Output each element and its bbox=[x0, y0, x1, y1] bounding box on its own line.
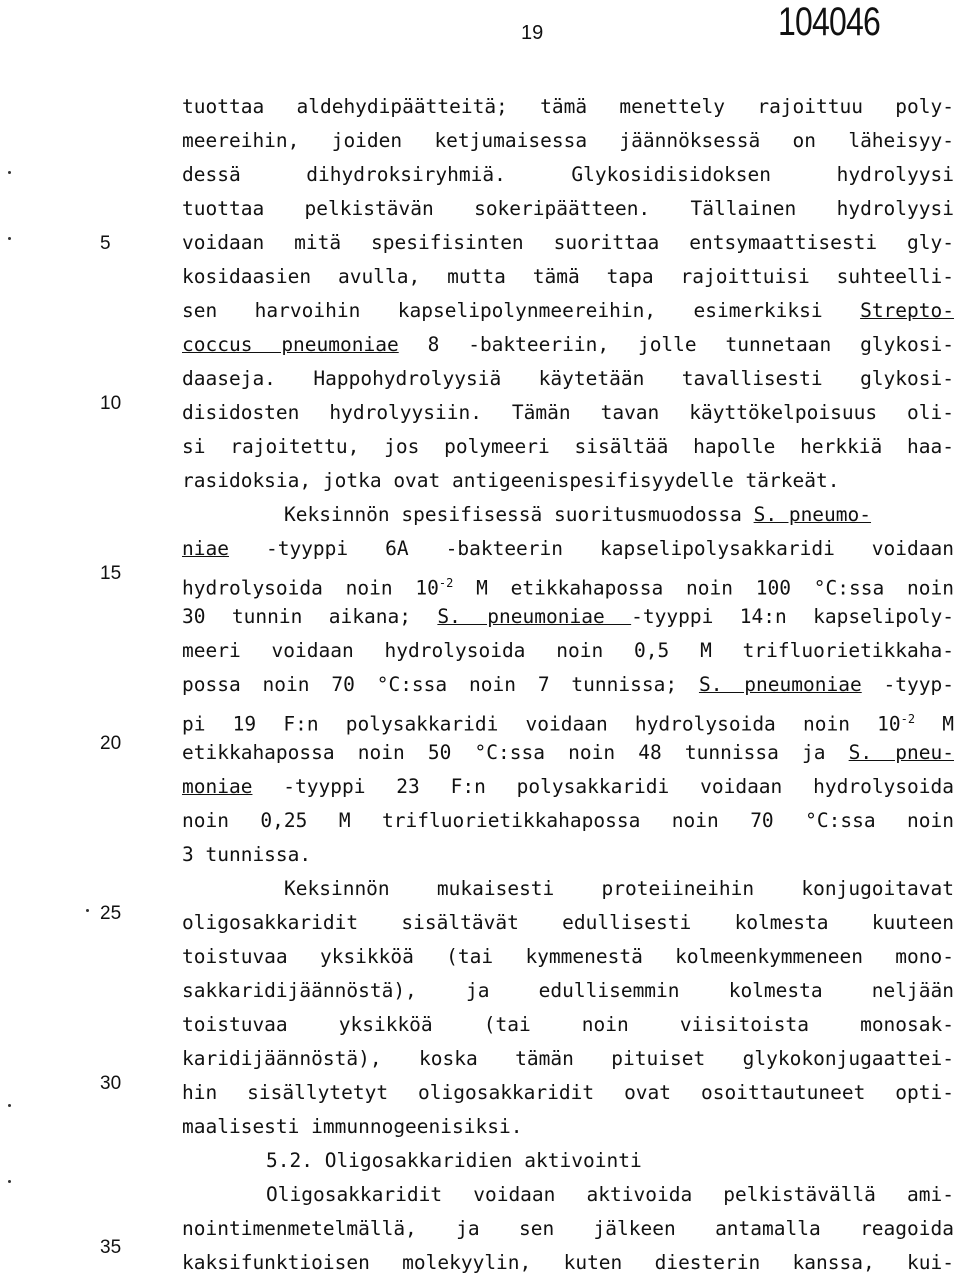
species-name: moniae bbox=[182, 775, 253, 798]
text-line: kaksifunktioisen molekyylin, kuten diesterin kanssa, kui- bbox=[182, 1251, 954, 1274]
text-line: rasidoksia, jotka ovat antigeenispesifisyydelle tärkeät. bbox=[182, 469, 840, 492]
text-line: kosidaasien avulla, mutta tämä tapa rajoittuisi suhteelli- bbox=[182, 265, 954, 288]
text-run: -tyyppi 6A -bakteerin kapselipolysakkaridi voidaan bbox=[228, 537, 954, 560]
species-name: S. pneumoniae bbox=[437, 605, 632, 628]
scan-speck bbox=[8, 1104, 11, 1107]
exponent: -2 bbox=[438, 576, 454, 590]
text-run: 8 -bakteeriin, jolle tunnetaan glykosi- bbox=[398, 333, 954, 356]
body-text bbox=[182, 90, 954, 1280]
scan-speck bbox=[8, 171, 11, 174]
text-line: tuottaa pelkistävän sokeripäätteen. Tällainen hydrolyysi bbox=[182, 197, 954, 220]
text-line: 3 tunnissa. bbox=[182, 843, 312, 866]
text-line: hin sisällytetyt oligosakkaridit ovat osoittautuneet opti- bbox=[182, 1081, 954, 1104]
species-name: S. pneu- bbox=[848, 741, 954, 764]
text-line: oligosakkaridit sisältävät edullisesti kolmesta kuuteen bbox=[182, 911, 954, 934]
text-run: Keksinnön spesifisessä suoritusmuodossa bbox=[284, 503, 754, 526]
text-run: possa noin 70 °C:ssa noin 7 tunnissa; bbox=[182, 673, 699, 696]
text-line bbox=[182, 702, 954, 736]
text-line bbox=[182, 770, 954, 804]
text-line: karidijäännöstä), koska tämän pituiset glykokonjugaattei- bbox=[182, 1047, 954, 1070]
species-name: S. pneumo- bbox=[753, 503, 872, 526]
page-number: 19 bbox=[521, 22, 544, 44]
text-line bbox=[182, 600, 954, 634]
text-run: -tyyppi 23 F:n polysakkaridi voidaan hydrolysoida bbox=[252, 775, 954, 798]
species-name: Strepto- bbox=[860, 299, 954, 322]
text-run: hydrolysoida noin 10 bbox=[182, 576, 439, 600]
line-number-margin bbox=[0, 0, 150, 1263]
species-name: S. pneumoniae bbox=[698, 673, 862, 696]
line-number: 35 bbox=[100, 1237, 122, 1258]
text-line: tuottaa aldehydipäätteitä; tämä menettely rajoittuu poly- bbox=[182, 95, 954, 118]
text-run: sen harvoihin kapselipolynmeereihin, esimerkiksi bbox=[182, 299, 861, 322]
exponent: -2 bbox=[900, 712, 916, 726]
line-number: 10 bbox=[100, 393, 122, 414]
species-name: coccus pneumoniae bbox=[182, 333, 399, 356]
text-run: 30 tunnin aikana; bbox=[182, 605, 438, 628]
text-line bbox=[182, 566, 954, 600]
text-line: Keksinnön mukaisesti proteiineihin konjugoitavat bbox=[284, 877, 954, 900]
text-line bbox=[182, 668, 954, 702]
patent-number: 104046 bbox=[778, 0, 880, 44]
text-run: M bbox=[915, 712, 955, 736]
text-run: -tyyppi 14:n kapselipoly- bbox=[631, 605, 954, 628]
text-line: daaseja. Happohydrolyysiä käytetään tavallisesti glykosi- bbox=[182, 367, 954, 390]
text-run: etikkahapossa noin 50 °C:ssa noin 48 tunnissa ja bbox=[182, 741, 849, 764]
text-run: M etikkahapossa noin 100 °C:ssa noin bbox=[453, 576, 954, 600]
text-run: -tyyp- bbox=[861, 673, 955, 696]
text-line: disidosten hydrolyysiin. Tämän tavan käyttökelpoisuus oli- bbox=[182, 401, 954, 424]
text-line: noin 0,25 M trifluorietikkahapossa noin 70 °C:ssa noin bbox=[182, 809, 954, 832]
species-name: niae bbox=[182, 537, 229, 560]
scan-speck bbox=[8, 237, 11, 240]
line-number: 15 bbox=[100, 563, 122, 584]
line-number: 30 bbox=[100, 1073, 122, 1094]
text-line bbox=[182, 294, 954, 328]
text-line: Oligosakkaridit voidaan aktivoida pelkistävällä ami- bbox=[266, 1183, 954, 1206]
text-line: toistuvaa yksikköä (tai noin viisitoista monosak- bbox=[182, 1013, 954, 1036]
line-number: 20 bbox=[100, 733, 122, 754]
text-line: si rajoitettu, jos polymeeri sisältää hapolle herkkiä haa- bbox=[182, 435, 954, 458]
text-line: dessä dihydroksiryhmiä. Glykosidisidoksen hydrolyysi bbox=[182, 163, 954, 186]
text-line: meereihin, joiden ketjumaisessa jäännöksessä on läheisyy- bbox=[182, 129, 954, 152]
line-number: 5 bbox=[100, 233, 111, 254]
text-line: maalisesti immunnogeenisiksi. bbox=[182, 1115, 523, 1138]
text-line bbox=[182, 328, 954, 362]
text-run: pi 19 F:n polysakkaridi voidaan hydrolysoida noin 10 bbox=[182, 712, 901, 736]
text-line bbox=[182, 736, 954, 770]
scan-speck bbox=[8, 1180, 11, 1183]
text-line: nointimenmetelmällä, ja sen jälkeen antamalla reagoida bbox=[182, 1217, 954, 1240]
line-number: 25 bbox=[100, 903, 122, 924]
text-line bbox=[182, 532, 954, 566]
text-line: sakkaridijäännöstä), ja edullisemmin kolmesta neljään bbox=[182, 979, 954, 1002]
text-line: voidaan mitä spesifisinten suorittaa entsymaattisesti gly- bbox=[182, 231, 954, 254]
text-line: toistuvaa yksikköä (tai kymmenestä kolmeenkymmeneen mono- bbox=[182, 945, 954, 968]
scan-speck bbox=[86, 909, 89, 912]
section-heading: 5.2. Oligosakkaridien aktivointi bbox=[266, 1149, 642, 1172]
text-line bbox=[182, 498, 954, 532]
text-line: meeri voidaan hydrolysoida noin 0,5 M trifluorietikkaha- bbox=[182, 639, 954, 662]
